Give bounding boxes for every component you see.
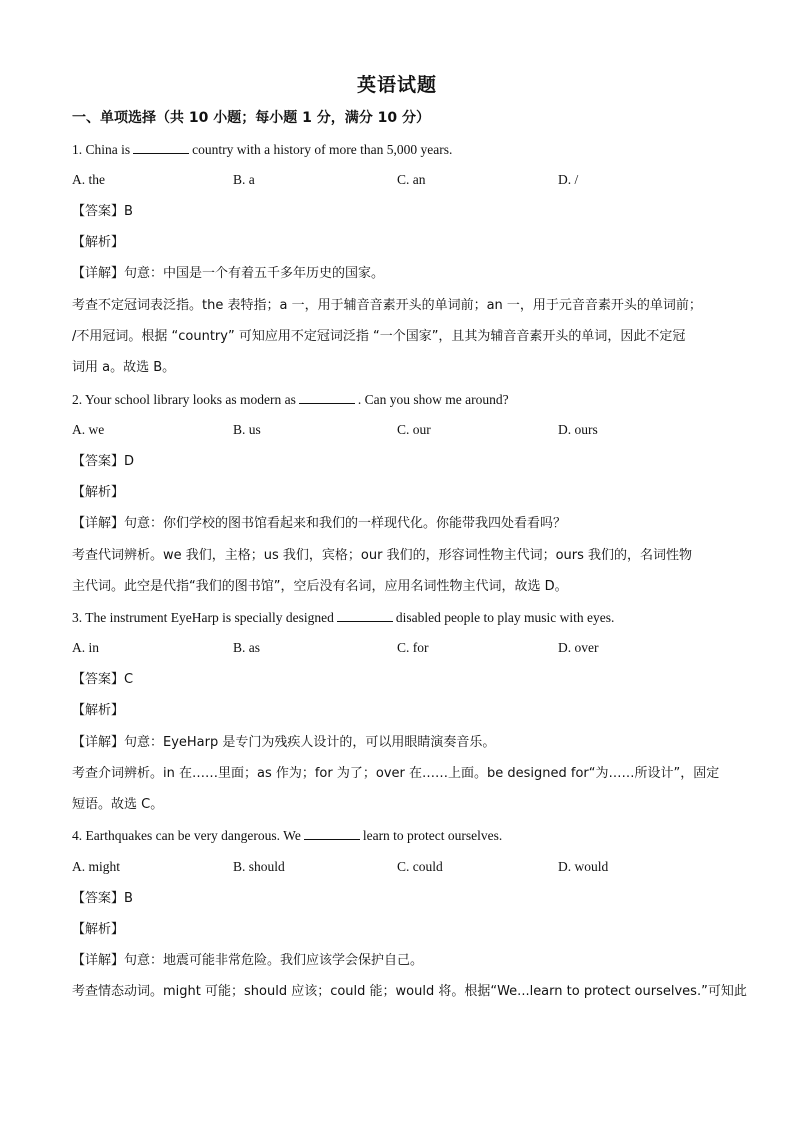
option-c: C. an bbox=[397, 172, 426, 187]
analysis-label: 【解析】 bbox=[72, 922, 125, 937]
explanation-line: 考查情态动词。might 可能；should 应该；could 能；would 将。根据“We...learn to protect ourselves.”可知此 bbox=[72, 984, 747, 999]
option-c: C. could bbox=[397, 859, 443, 874]
question-stem: 4. Earthquakes can be very dangerous. We learn to protect ourselves. bbox=[72, 828, 503, 843]
option-d: D. would bbox=[558, 859, 609, 874]
answer-line: 【答案】B bbox=[72, 204, 133, 219]
analysis-label: 【解析】 bbox=[72, 235, 125, 250]
explanation-line: 考查不定冠词表泛指。the 表特指；a 一，用于辅音音素开头的单词前；an 一，用于元音音素开头的单词前； bbox=[72, 298, 702, 313]
option-a: A. the bbox=[72, 172, 105, 187]
analysis-label: 【解析】 bbox=[72, 485, 125, 500]
explanation-line: 短语。故选 C。 bbox=[72, 797, 164, 812]
section-heading: 一、单项选择（共 10 小题；每小题 1 分，满分 10 分） bbox=[72, 110, 430, 126]
page-title: 英语试题 bbox=[356, 74, 437, 96]
question-stem: 2. Your school library looks as modern as . Can you show me around? bbox=[72, 392, 509, 407]
explanation-line: /不用冠词。根据 “country” 可知应用不定冠词泛指 “一个国家”，且其为辅音音素开头的单词，因此不定冠 bbox=[72, 329, 686, 344]
option-d: D. / bbox=[558, 172, 579, 187]
option-b: B. a bbox=[233, 172, 255, 187]
explanation-line: 考查介词辨析。in 在……里面；as 作为；for 为了；over 在……上面。be designed for“为……所设计”，固定 bbox=[72, 766, 720, 781]
detail-line: 【详解】句意：EyeHarp 是专门为残疾人设计的，可以用眼睛演奏音乐。 bbox=[72, 735, 496, 750]
option-a: A. might bbox=[72, 859, 121, 874]
detail-line: 【详解】句意：地震可能非常危险。我们应该学会保护自己。 bbox=[72, 953, 424, 968]
option-a: A. we bbox=[72, 422, 105, 437]
option-b: B. should bbox=[233, 859, 285, 874]
answer-blank bbox=[337, 609, 393, 622]
option-b: B. as bbox=[233, 640, 260, 655]
option-c: C. for bbox=[397, 640, 429, 655]
detail-line: 【详解】句意：你们学校的图书馆看起来和我们的一样现代化。你能带我四处看看吗？ bbox=[72, 516, 567, 531]
explanation-line: 考查代词辨析。we 我们，主格；us 我们，宾格；our 我们的，形容词性物主代词；ours 我们的，名词性物 bbox=[72, 548, 693, 563]
analysis-label: 【解析】 bbox=[72, 703, 125, 718]
option-d: D. over bbox=[558, 640, 599, 655]
explanation-line: 主代词。此空是代指“我们的图书馆”，空后没有名词，应用名词性物主代词，故选 D。 bbox=[72, 579, 568, 594]
answer-blank bbox=[304, 827, 360, 840]
option-c: C. our bbox=[397, 422, 431, 437]
explanation-line: 词用 a。故选 B。 bbox=[72, 360, 176, 375]
option-d: D. ours bbox=[558, 422, 598, 437]
answer-blank bbox=[133, 141, 189, 154]
detail-line: 【详解】句意：中国是一个有着五千多年历史的国家。 bbox=[72, 266, 385, 281]
option-a: A. in bbox=[72, 640, 99, 655]
option-b: B. us bbox=[233, 422, 261, 437]
answer-line: 【答案】B bbox=[72, 891, 133, 906]
answer-blank bbox=[299, 391, 355, 404]
question-stem: 1. China is country with a history of more than 5,000 years. bbox=[72, 142, 453, 157]
question-stem: 3. The instrument EyeHarp is specially designed disabled people to play music with eyes. bbox=[72, 610, 615, 625]
answer-line: 【答案】D bbox=[72, 454, 135, 469]
answer-line: 【答案】C bbox=[72, 672, 134, 687]
